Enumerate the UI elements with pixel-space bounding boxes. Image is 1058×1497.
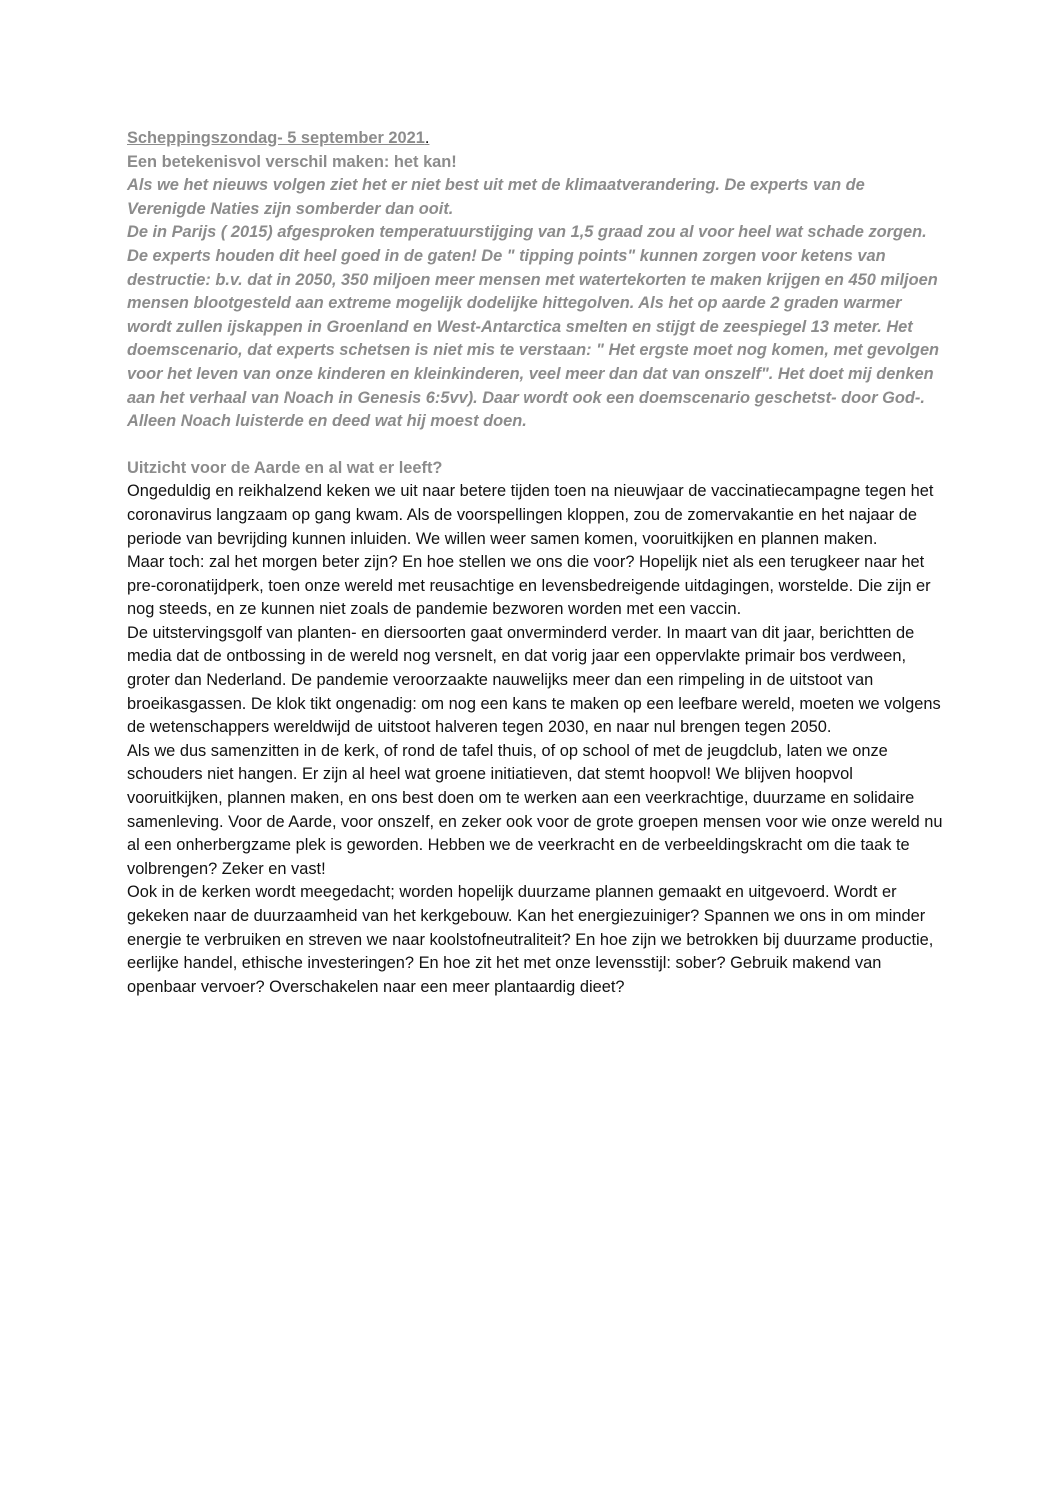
document-subtitle: Een betekenisvol verschil maken: het kan! <box>127 152 457 171</box>
section-heading: Uitzicht voor de Aarde en al wat er leeft? <box>127 458 443 477</box>
document-title <box>127 127 947 151</box>
body-paragraph: Ook in de kerken wordt meegedacht; worden hopelijk duurzame plannen gemaakt en uitgevoerd. Wordt er gekeken naar de duurzaamheid van het kerkgebouw. Kan het energiezuiniger? Spannen we ons in om minder energie te verbruiken en streven we naar koolstofneutraliteit? En hoe zijn we betrokken bij duurzame productie, eerlijke handel, ethische investeringen? En hoe zit het met onze levensstijl: sober? Gebruik makend van openbaar vervoer? Overschakelen naar een meer plantaardig dieet? <box>127 883 934 996</box>
body-paragraph: Als we dus samenzitten in de kerk, of rond de tafel thuis, of op school of met de jeugdclub, laten we onze schouders niet hangen. Er zijn al heel wat groene initiatieven, dat stemt hoopvol! We blijven hoopvol vooruitkijken, plannen maken, en ons best doen om te werken aan een veerkrachtige, duurzame en solidaire samenleving. Voor de Aarde, voor onszelf, en zeker ook voor de grote groepen mensen voor wie onze wereld nu al een onherbergzame plek is geworden. Hebben we de veerkracht en de verbeeldingskracht om die taak te volbrengen? Zeker en vast! <box>127 741 943 878</box>
intro-paragraph: De in Parijs ( 2015) afgesproken temperatuurstijging van 1,5 graad zou al voor heel wat schade zorgen. De experts houden dit heel goed in de gaten! De " tipping points" kunnen zorgen voor ketens van destructie: b.v. dat in 2050, 350 miljoen meer mensen met watertekorten te maken krijgen en 450 miljoen mensen blootgesteld aan extreme mogelijk dodelijke hittegolven. Als het op aarde 2 graden warmer wordt zullen ijskappen in Groenland en West-Antarctica smelten en stijgt de zeespiegel 13 meter. Het doemscenario, dat experts schetsen is niet mis te verstaan: " Het ergste moet nog komen, met gevolgen voor het leven van onze kinderen en kleinkinderen, veel meer dan dat van onszelf". Het doet mij denken aan het verhaal van Noach in Genesis 6:5vv). Daar wordt ook een doemscenario geschetst- door God-. Alleen Noach luisterde en deed wat hij moest doen. <box>127 223 940 431</box>
intro-paragraph: Als we het nieuws volgen ziet het er niet best uit met de klimaatverandering. De experts van de Verenigde Naties zijn somberder dan ooit. <box>127 176 865 218</box>
body-paragraph: De uitstervingsgolf van planten- en diersoorten gaat onverminderd verder. In maart van dit jaar, berichtten de media dat de ontbossing in de wereld nog versnelt, en dat vorig jaar een oppervlakte primair bos verdween, groter dan Nederland. De pandemie veroorzaakte nauwelijks meer dan een rimpeling in de uitstoot van broeikasgassen. De klok tikt ongenadig: om nog een kans te maken op een leefbare wereld, moeten we volgens de wetenschappers wereldwijd de uitstoot halveren tegen 2030, en naar nul brengen tegen 2050. <box>127 623 941 737</box>
body-paragraph: Maar toch: zal het morgen beter zijn? En hoe stellen we ons die voor? Hopelijk niet als een terugkeer naar het pre-coronatijdperk, toen onze wereld met reusachtige en levensbedreigende uitdagingen, worstelde. Die zijn er nog steeds, en ze kunnen niet zoals de pandemie bezworen worden met een vaccin. <box>127 553 931 619</box>
body-paragraph: Ongeduldig en reikhalzend keken we uit naar betere tijden toen na nieuwjaar de vaccinatiecampagne tegen het coronavirus langzaam op gang kwam. Als de voorspellingen kloppen, zou de zomervakantie en het najaar de periode van bevrijding kunnen inluiden. We willen weer samen komen, vooruitkijken en plannen maken. <box>127 482 934 548</box>
title-period: . <box>424 129 430 147</box>
title-text: Scheppingszondag- 5 september 2021 <box>127 129 425 147</box>
document-body <box>127 127 947 999</box>
intro-block <box>127 174 947 434</box>
